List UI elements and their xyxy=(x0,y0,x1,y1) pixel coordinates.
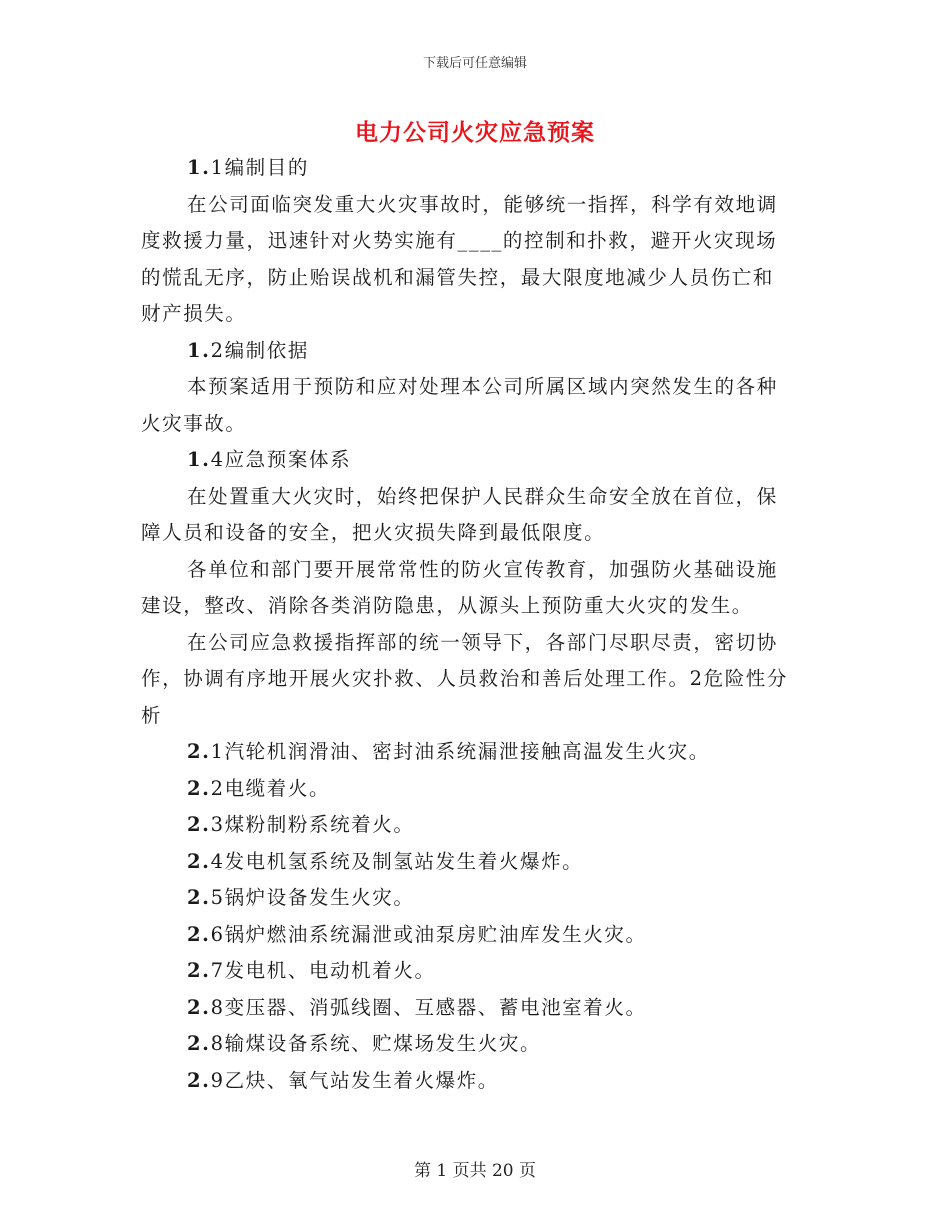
section-number: 1. xyxy=(187,156,211,179)
line-text: 在公司应急救援指挥部的统一领导下，各部门尽职尽责，密切协 xyxy=(187,630,778,654)
line-text: 7发电机、电动机着火。 xyxy=(210,959,436,982)
paragraph-line xyxy=(141,880,801,917)
paragraph-line xyxy=(141,187,801,224)
paragraph-line xyxy=(141,552,801,589)
section-number: 2. xyxy=(187,886,211,909)
paragraph-line xyxy=(141,333,801,370)
line-text: 度救援力量，迅速针对火势实施有____的控制和扑救，避开火灾现场 xyxy=(141,229,778,252)
section-number: 1. xyxy=(187,338,211,362)
line-text: 析 xyxy=(141,703,163,727)
line-text: 6锅炉燃油系统漏泄或油泵房贮油库发生火灾。 xyxy=(210,922,647,946)
paragraph-line xyxy=(141,588,801,625)
line-text: 1编制目的 xyxy=(210,156,309,179)
paragraph-line xyxy=(141,953,801,990)
paragraph-line xyxy=(141,917,801,954)
section-number: 2. xyxy=(187,740,211,763)
paragraph-line xyxy=(141,515,801,552)
paragraph-line xyxy=(141,661,801,698)
section-number: 2. xyxy=(187,959,211,982)
paragraph-line xyxy=(141,369,801,406)
paragraph-line xyxy=(141,150,801,187)
line-text: 2电缆着火。 xyxy=(210,776,331,800)
paragraph-line xyxy=(141,844,801,881)
line-text: 的慌乱无序，防止贻误战机和漏管失控，最大限度地减少人员伤亡和 xyxy=(141,265,775,289)
page-footer: 第 1 页共 20 页 xyxy=(413,1161,537,1181)
section-number: 2. xyxy=(187,813,211,836)
line-text: 各单位和部门要开展常常性的防火宣传教育，加强防火基础设施 xyxy=(187,557,778,581)
line-text: 障人员和设备的安全，把火灾损失降到最低限度。 xyxy=(141,521,606,544)
paragraph-line xyxy=(141,807,801,844)
line-text: 9乙炔、氧气站发生着火爆炸。 xyxy=(210,1068,499,1092)
document-title: 电力公司火灾应急预案 xyxy=(355,119,595,146)
section-number: 2. xyxy=(187,849,211,873)
line-text: 2编制依据 xyxy=(210,338,309,362)
section-number: 2. xyxy=(187,1032,211,1055)
paragraph-line xyxy=(141,1063,801,1100)
line-text: 在处置重大火灾时，始终把保护人民群众生命安全放在首位，保 xyxy=(187,484,778,508)
paragraph-line xyxy=(141,442,801,479)
section-number: 2. xyxy=(187,995,211,1019)
paragraph-line xyxy=(141,625,801,662)
section-number: 2. xyxy=(187,922,211,946)
line-text: 8变压器、消弧线圈、互感器、蓄电池室着火。 xyxy=(210,995,647,1019)
section-number: 2. xyxy=(187,1068,211,1092)
line-text: 5锅炉设备发生火灾。 xyxy=(210,886,415,909)
line-text: 1汽轮机润滑油、密封油系统漏泄接触高温发生火灾。 xyxy=(210,740,710,763)
line-text: 4应急预案体系 xyxy=(210,448,352,471)
line-text: 建设，整改、消除各类消防隐患，从源头上预防重大火灾的发生。 xyxy=(141,594,753,617)
paragraph-line xyxy=(141,406,801,443)
paragraph-line xyxy=(141,260,801,297)
line-text: 火灾事故。 xyxy=(141,411,247,435)
header-note: 下载后可任意编辑 xyxy=(422,56,527,71)
line-text: 在公司面临突发重大火灾事故时，能够统一指挥，科学有效地调 xyxy=(187,192,778,216)
line-text: 3煤粉制粉系统着火。 xyxy=(210,813,415,836)
line-text: 财产损失。 xyxy=(141,302,247,325)
paragraph-line xyxy=(141,1026,801,1063)
line-text: 作，协调有序地开展火灾扑救、人员救治和善后处理工作。2危险性分 xyxy=(141,667,789,690)
document-body xyxy=(141,150,801,1099)
paragraph-line xyxy=(141,296,801,333)
paragraph-line xyxy=(141,223,801,260)
paragraph-line xyxy=(141,734,801,771)
line-text: 4发电机氢系统及制氢站发生着火爆炸。 xyxy=(210,849,584,873)
line-text: 8输煤设备系统、贮煤场发生火灾。 xyxy=(210,1032,542,1055)
section-number: 1. xyxy=(187,448,211,471)
paragraph-line xyxy=(141,479,801,516)
paragraph-line xyxy=(141,698,801,735)
section-number: 2. xyxy=(187,776,211,800)
paragraph-line xyxy=(141,990,801,1027)
line-text: 本预案适用于预防和应对处理本公司所属区域内突然发生的各种 xyxy=(187,375,778,398)
paragraph-line xyxy=(141,771,801,808)
